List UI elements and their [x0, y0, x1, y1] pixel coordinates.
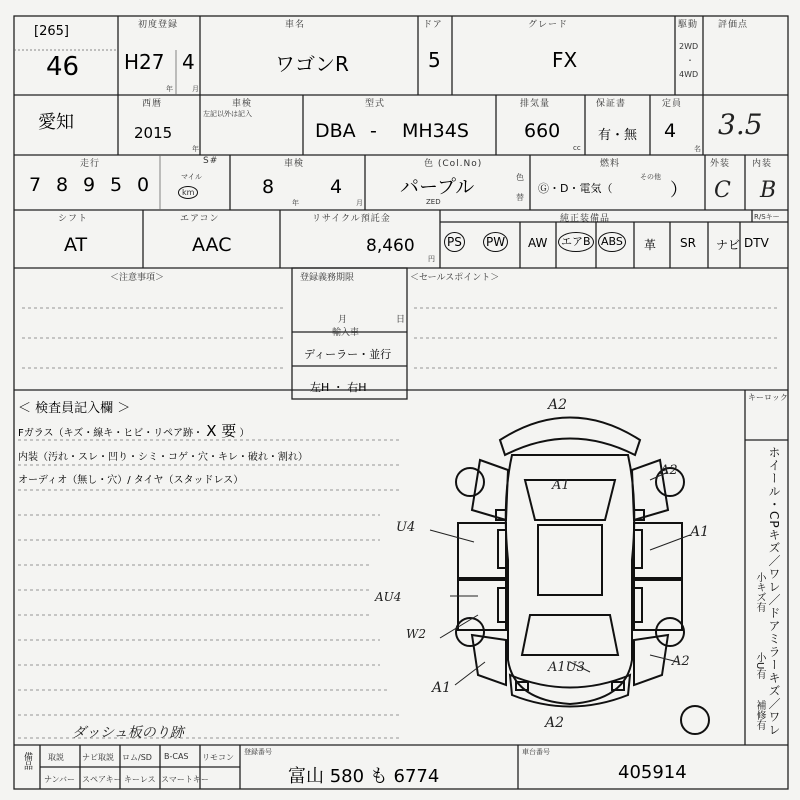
fuel-other: その他: [640, 173, 661, 181]
inspection-month: 4: [330, 176, 343, 198]
left-rear-wheel: [456, 618, 484, 646]
year-unit: 年: [166, 85, 173, 93]
glass-line: [18, 420, 249, 441]
inspection-year: 8: [262, 176, 275, 198]
glass-close: ）: [239, 428, 250, 439]
key-lock-label: キーロック: [748, 393, 788, 402]
front-bumper: [500, 418, 640, 456]
footer-item: ナンバー: [44, 775, 76, 784]
left-front-wheel: [456, 468, 484, 496]
equip-circle: PW: [483, 232, 508, 252]
shift-label: シフト: [58, 214, 89, 224]
inspection-month-unit: 月: [356, 199, 363, 207]
warranty-options: 有・無: [598, 128, 638, 143]
first-registration-label: 初度登録: [138, 20, 179, 30]
damage-mark: U4: [396, 520, 416, 535]
right-front-window: [634, 530, 642, 568]
wheel-mirror-notes: ホイール・CPキズ／ワレ／ドアミラーキズ／ワレ: [767, 446, 781, 737]
footer-item: 取説: [48, 753, 64, 762]
equip-circle: エアB: [558, 232, 594, 252]
equip-leather: 革: [644, 238, 657, 252]
doors-value: 5: [428, 48, 441, 72]
glass-text: Fガラス（キズ・線キ・ヒビ・リペア跡・: [18, 428, 204, 439]
import-label: 輸入車: [332, 328, 360, 338]
damage-mark: A2: [660, 463, 678, 478]
equip-aw: AW: [528, 236, 548, 250]
plate-number: 富山 580 も 6774: [288, 766, 440, 787]
damage-mark: A2: [548, 397, 568, 413]
interior-grade: B: [760, 178, 777, 203]
color-change-1: 色: [516, 173, 524, 182]
windshield: [525, 480, 615, 520]
audio-tire-line: オーディオ（無し・穴）/ タイヤ（スタッドレス）: [18, 475, 244, 486]
warranty-label: 保証書: [596, 99, 627, 109]
evaluation-score: 3.5: [718, 108, 763, 141]
footer-item: ナビ取説: [82, 753, 114, 762]
model-code-prefix: DBA: [315, 120, 356, 142]
capacity-value: 4: [664, 120, 677, 142]
model-code-dash: -: [370, 120, 377, 142]
damage-mark: A2: [672, 654, 690, 669]
drive-dot: ・: [686, 56, 694, 65]
mileage-digit: 9: [82, 174, 96, 196]
color-change-2: 替: [516, 193, 524, 202]
month-unit: 月: [192, 85, 199, 93]
equip-airbag: [558, 232, 594, 252]
footer-item: スマートキー: [161, 775, 209, 784]
mileage-digit: 0: [136, 174, 150, 196]
auction-grade-number: 46: [46, 52, 80, 82]
plate-label: 登録番号: [244, 748, 272, 756]
footer-item: スペアキー: [82, 775, 122, 784]
drive-2wd: 2WD: [679, 42, 699, 51]
right-rear-window: [634, 588, 642, 622]
footer-item: ロム/SD: [122, 753, 152, 762]
equip-pw: [483, 232, 508, 252]
model-year: 2015: [134, 124, 173, 142]
inspector-title: ＜ 検査員記入欄 ＞: [18, 401, 131, 416]
drive-label: 駆動: [678, 20, 699, 30]
steering-options: 左H ・ 右H: [310, 381, 367, 394]
recycle-yen: 円: [428, 255, 435, 263]
displacement-unit: cc: [573, 144, 581, 152]
damage-mark: A1: [690, 524, 710, 540]
left-front-window: [498, 530, 506, 568]
capacity-label: 定員: [662, 99, 683, 109]
inspector-handnote: ダッシュ板のり跡: [72, 725, 184, 741]
left-rear-window: [498, 588, 506, 622]
chassis-number: 405914: [618, 762, 687, 783]
damage-mark: A1U3: [548, 660, 585, 675]
mile-option: マイル: [181, 173, 202, 181]
repaired-note: 補修有: [754, 700, 765, 730]
small-scratch-note: 小キズ有: [754, 572, 765, 612]
registration-label: 登録義務期限: [300, 273, 355, 283]
drive-4wd: 4WD: [679, 70, 699, 79]
color-code: ZED: [426, 198, 441, 206]
km-circle: km: [178, 186, 198, 199]
recycle-value: 8,460: [366, 236, 415, 256]
rs-key-label: R/Sキー: [754, 213, 780, 221]
interior-label: 内装: [752, 159, 773, 169]
equip-circle: ABS: [598, 232, 626, 252]
lot-number: [265]: [34, 24, 69, 39]
interior-condition-line: 内装（汚れ・スレ・凹り・シミ・コゲ・穴・キレ・破れ・割れ）: [18, 452, 308, 463]
equipment-side-label: 備品: [22, 752, 32, 770]
grade-value: FX: [552, 48, 578, 72]
damage-mark: W2: [406, 627, 426, 641]
equip-sr: SR: [680, 236, 696, 250]
equip-dtv: DTV: [744, 236, 769, 250]
aircon-value: AAC: [192, 234, 232, 256]
evaluation-label: 評価点: [718, 20, 749, 30]
damage-mark: AU4: [375, 590, 402, 604]
fuel-close: ）: [670, 180, 688, 201]
damage-mark: A1: [432, 680, 452, 696]
equip-circle: PS: [444, 232, 465, 252]
inspection-label: 車検: [284, 159, 305, 169]
equip-ps: [444, 232, 465, 252]
footer-item: リモコン: [202, 753, 234, 762]
fuel-options: Ⓖ・D・電気（: [538, 182, 613, 195]
footer-item: キーレス: [124, 775, 156, 784]
katashiki-label: 型式: [365, 99, 386, 109]
model-code: MH34S: [402, 120, 469, 142]
mileage-label: 走行: [80, 159, 101, 169]
inspection-year-unit: 年: [292, 199, 299, 207]
model-name: ワゴンR: [275, 52, 349, 76]
aircon-label: エアコン: [180, 214, 220, 224]
spare-wheel: [681, 706, 709, 734]
displacement-label: 排気量: [520, 99, 551, 109]
capacity-unit: 名: [694, 145, 701, 153]
mileage-digit: 5: [109, 174, 123, 196]
model-year-unit: 年: [192, 145, 199, 153]
exterior-grade: C: [714, 178, 731, 203]
footer-item: B-CAS: [164, 752, 189, 761]
damage-mark: A1: [552, 478, 570, 493]
grade-label: グレード: [528, 20, 569, 30]
glass-mark: X 要: [206, 422, 237, 440]
chassis-label: 車台番号: [522, 748, 550, 756]
equipment-list: [440, 222, 788, 268]
doors-label: ドア: [423, 20, 443, 30]
rear-window: [522, 615, 618, 655]
right-rear-fender: [634, 635, 668, 685]
region: 愛知: [38, 112, 74, 133]
right-rear-wheel: [656, 618, 684, 646]
dealer-options: ディーラー・並行: [304, 348, 392, 361]
exterior-label: 外装: [710, 159, 731, 169]
displacement-value: 660: [524, 120, 561, 142]
registration-day: 日: [396, 315, 406, 325]
model-name-label: 車名: [285, 20, 306, 30]
seireki-label: 西暦: [142, 99, 163, 109]
small-u-note: 小U有: [754, 652, 765, 680]
km-option: [178, 186, 198, 199]
damage-mark: A2: [545, 715, 565, 731]
fuel-label: 燃料: [600, 159, 621, 169]
roof: [538, 525, 602, 595]
equipment-label: 純正装備品: [560, 214, 611, 224]
s-num-label: S#: [203, 156, 219, 166]
first-registration-era: H27: [124, 50, 165, 74]
sales-point-label: ＜セールスポイント＞: [410, 273, 500, 283]
mileage-digit: 7: [28, 174, 42, 196]
caution-label: ＜注意事項＞: [110, 273, 165, 283]
shift-value: AT: [64, 234, 88, 256]
recycle-label: リサイクル預託金: [312, 214, 391, 224]
mileage-digit: 8: [55, 174, 69, 196]
color-label: 色 (Col.No): [424, 159, 483, 169]
registration-month: 月: [338, 315, 348, 325]
first-registration-month: 4: [182, 50, 195, 74]
color-value: パープル: [400, 176, 475, 198]
shaken-note: 左記以外は記入: [203, 110, 252, 118]
equip-navi: ナビ: [716, 238, 741, 252]
mileage-digits: [24, 174, 154, 196]
equip-abs: [598, 232, 626, 252]
left-rear-fender: [472, 635, 506, 685]
shaken-label: 車検: [232, 99, 253, 109]
